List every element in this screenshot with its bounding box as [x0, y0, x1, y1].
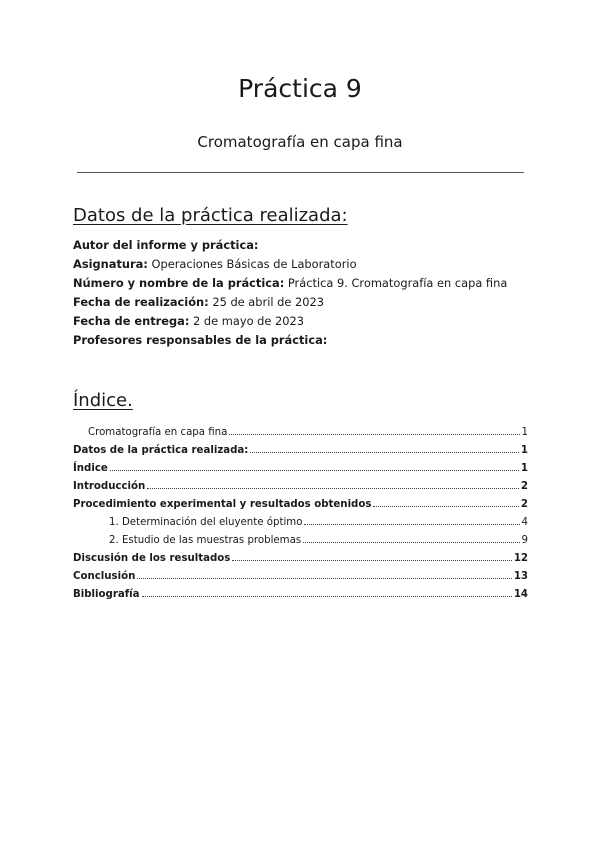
toc-page-number: 13: [513, 571, 528, 582]
toc-entry[interactable]: [73, 568, 528, 586]
toc-page-number: 2: [520, 499, 528, 510]
toc-leader-dots: [250, 452, 519, 453]
toc-entry[interactable]: [73, 478, 528, 496]
info-row-fecha-entrega: [73, 312, 533, 331]
toc-entry-text: 1. Determinación del eluyente óptimo: [109, 517, 303, 528]
toc-entry[interactable]: [73, 460, 528, 478]
info-label: Profesores responsables de la práctica:: [73, 333, 328, 347]
toc-page-number: 1: [521, 427, 528, 438]
info-row-fecha-realizacion: [73, 293, 533, 312]
info-label: Asignatura:: [73, 257, 148, 271]
toc-entry-text: Procedimiento experimental y resultados obtenidos: [73, 499, 372, 510]
toc-leader-dots: [304, 524, 519, 525]
info-value: 2 de mayo de 2023: [193, 314, 305, 328]
toc-entry-text: Introducción: [73, 481, 146, 492]
horizontal-rule: [77, 172, 524, 173]
info-value: 25 de abril de 2023: [212, 295, 324, 309]
toc-page-number: 12: [513, 553, 528, 564]
toc-page-number: 2: [520, 481, 528, 492]
toc-page-number: 1: [520, 445, 528, 456]
toc-page-number: 9: [521, 535, 528, 546]
info-label: Fecha de realización:: [73, 295, 209, 309]
toc-entry-text: Conclusión: [73, 571, 136, 582]
info-label: Número y nombre de la práctica:: [73, 276, 285, 290]
toc-entry[interactable]: [73, 532, 528, 550]
datos-heading: Datos de la práctica realizada:: [73, 205, 348, 226]
info-row-numero-nombre: [73, 274, 533, 293]
info-label: Autor del informe y práctica:: [73, 238, 259, 252]
info-row-asignatura: [73, 255, 533, 274]
info-row-profesores: [73, 331, 533, 350]
table-of-contents: [73, 424, 528, 604]
toc-leader-dots: [232, 560, 511, 561]
toc-leader-dots: [373, 506, 518, 507]
indice-heading: Índice.: [73, 390, 133, 411]
page-title: Práctica 9: [238, 74, 362, 103]
toc-leader-dots: [303, 542, 519, 543]
toc-entry[interactable]: [73, 514, 528, 532]
page-subtitle: Cromatografía en capa fina: [197, 133, 403, 151]
toc-entry-text: Bibliografía: [73, 589, 140, 600]
toc-entry[interactable]: [73, 442, 528, 460]
toc-entry[interactable]: [73, 496, 528, 514]
toc-leader-dots: [110, 470, 519, 471]
toc-entry-text: Cromatografía en capa fina: [88, 427, 228, 438]
toc-leader-dots: [137, 578, 511, 579]
toc-entry[interactable]: [73, 424, 528, 442]
toc-page-number: 1: [520, 463, 528, 474]
info-value: Práctica 9. Cromatografía en capa fina: [287, 276, 508, 290]
info-row-autor: [73, 236, 533, 255]
toc-leader-dots: [142, 596, 512, 597]
toc-entry-text: Índice: [73, 463, 108, 474]
toc-entry[interactable]: [73, 550, 528, 568]
toc-entry[interactable]: [73, 586, 528, 604]
info-label: Fecha de entrega:: [73, 314, 190, 328]
info-value: Operaciones Básicas de Laboratorio: [151, 257, 357, 271]
toc-entry-text: Datos de la práctica realizada:: [73, 445, 249, 456]
practice-info-list: [73, 236, 533, 350]
toc-leader-dots: [229, 434, 519, 435]
toc-page-number: 4: [521, 517, 528, 528]
toc-entry-text: Discusión de los resultados: [73, 553, 231, 564]
toc-leader-dots: [147, 488, 519, 489]
toc-entry-text: 2. Estudio de las muestras problemas: [109, 535, 302, 546]
toc-page-number: 14: [513, 589, 528, 600]
